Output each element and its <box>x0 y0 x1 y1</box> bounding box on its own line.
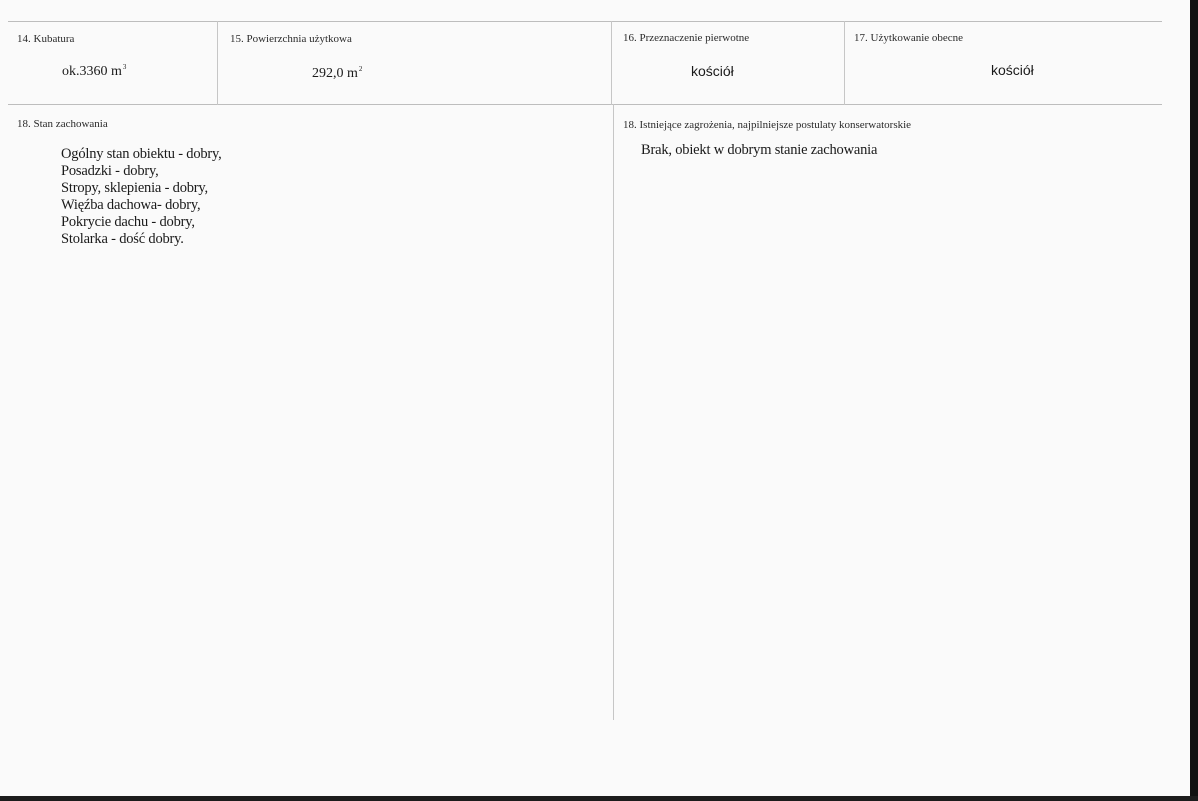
przeznaczenie-label: 16. Przeznaczenie pierwotne <box>623 32 750 44</box>
center-divider <box>613 104 614 720</box>
powierzchnia-value <box>312 65 362 82</box>
zagrozenia-label: 18. Istniejące zagrożenia, najpilniejsze postulaty konserwatorskie <box>623 119 912 131</box>
stan-text-block <box>61 146 222 248</box>
column-divider-2 <box>611 21 612 105</box>
column-divider-1 <box>217 21 218 105</box>
powierzchnia-label: 15. Powierzchnia użytkowa <box>230 33 352 45</box>
uzytkowanie-value: kościół <box>991 62 1034 78</box>
zagrozenia-text: Brak, obiekt w dobrym stanie zachowania <box>641 142 878 158</box>
stan-line: Posadzki - dobry, <box>61 163 159 179</box>
stan-line: Pokrycie dachu - dobry, <box>61 214 195 230</box>
kubatura-value <box>62 63 126 80</box>
table-middle-rule <box>8 104 1162 105</box>
scan-border-right <box>1190 0 1198 801</box>
kubatura-label: 14. Kubatura <box>17 33 75 45</box>
stan-label: 18. Stan zachowania <box>17 118 108 130</box>
table-top-rule <box>8 21 1162 22</box>
powierzchnia-number: 292,0 m <box>312 66 358 81</box>
powierzchnia-exponent: 2 <box>358 65 363 73</box>
stan-line: Ogólny stan obiektu - dobry, <box>61 146 222 162</box>
column-divider-3 <box>844 21 845 105</box>
przeznaczenie-value: kościół <box>691 63 734 79</box>
kubatura-exponent: 3 <box>122 63 127 71</box>
kubatura-number: ok.3360 m <box>62 64 122 79</box>
stan-line: Stropy, sklepienia - dobry, <box>61 180 208 196</box>
uzytkowanie-label: 17. Użytkowanie obecne <box>854 32 964 44</box>
stan-line: Więźba dachowa- dobry, <box>61 197 201 213</box>
scan-border-bottom <box>0 796 1198 801</box>
stan-line: Stolarka - dość dobry. <box>61 231 184 247</box>
